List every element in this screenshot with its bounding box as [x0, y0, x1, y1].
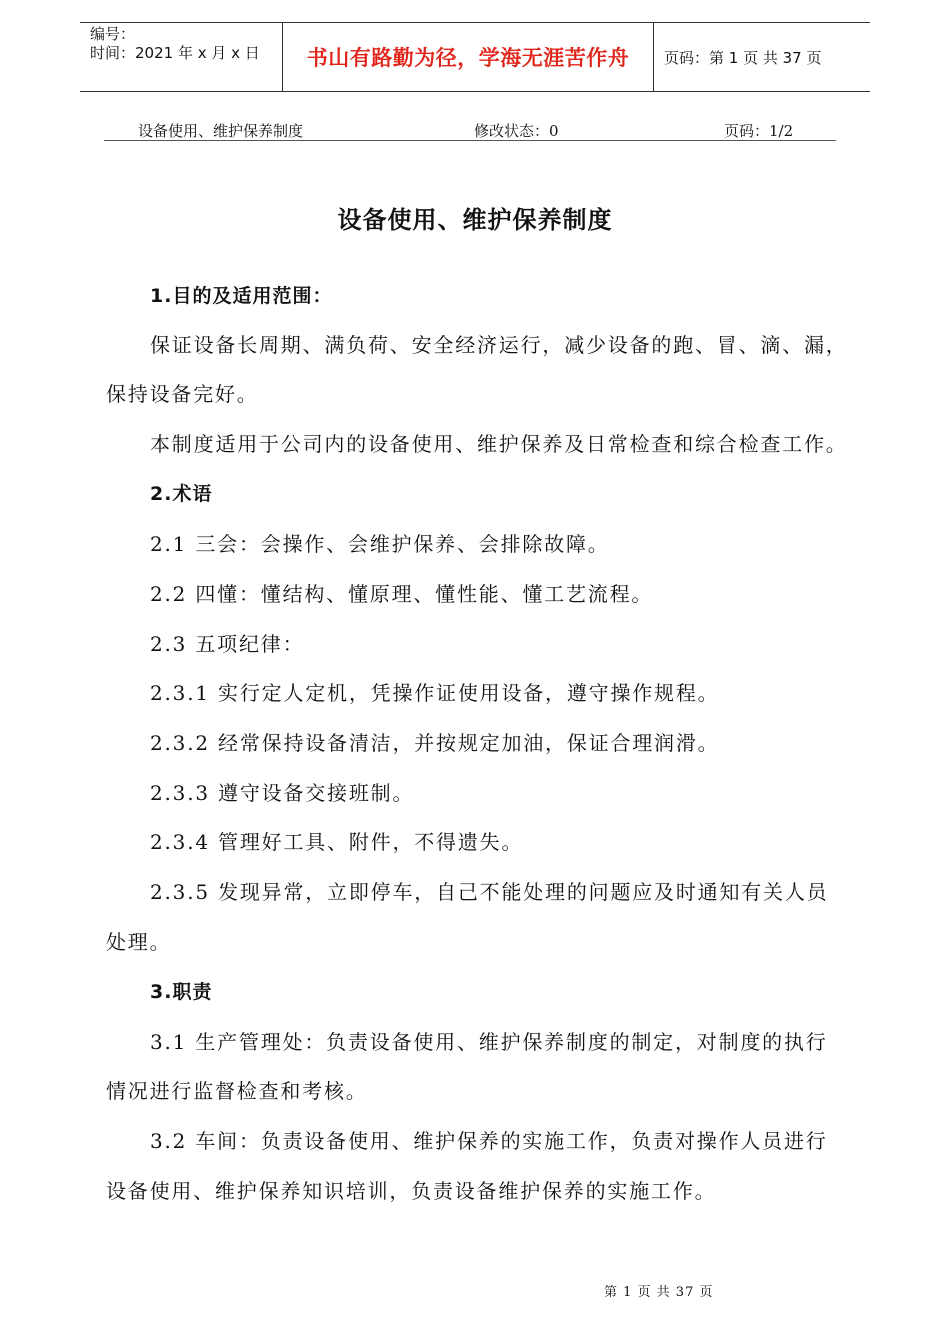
clause-line: 2.2 四懂：懂结构、懂原理、懂性能、懂工艺流程。: [150, 582, 654, 606]
time-label: 时间：2021 年 x 月 x 日: [90, 44, 260, 62]
clause-line: 处理。: [106, 930, 172, 954]
clause-line: 2.1 三会：会操作、会维护保养、会排除故障。: [150, 532, 610, 556]
clause-line: 2.3.5 发现异常，立即停车，自己不能处理的问题应及时通知有关人员: [150, 880, 829, 904]
clause-line: 设备使用、维护保养知识培训，负责设备维护保养的实施工作。: [106, 1179, 717, 1203]
number-label: 编号：: [90, 25, 136, 43]
section-3-heading: 3.职责: [150, 981, 213, 1003]
page-title: 设备使用、维护保养制度: [337, 206, 613, 234]
page-footer: 第 1 页 共 37 页: [604, 1285, 714, 1300]
paragraph-line: 保证设备长周期、满负荷、安全经济运行，减少设备的跑、冒、滴、漏，: [150, 333, 848, 357]
paragraph-line: 本制度适用于公司内的设备使用、维护保养及日常检查和综合检查工作。: [150, 432, 848, 456]
clause-line: 3.2 车间：负责设备使用、维护保养的实施工作，负责对操作人员进行: [150, 1129, 828, 1153]
clause-line: 2.3.2 经常保持设备清洁，并按规定加油，保证合理润滑。: [150, 731, 720, 755]
running-header: [104, 118, 836, 141]
section-2-heading: 2.术语: [150, 483, 213, 505]
clause-line: 2.3.3 遵守设备交接班制。: [150, 781, 415, 805]
running-header-page: 页码：1/2: [724, 122, 794, 140]
page-info: 页码：第 1 页 共 37 页: [664, 48, 822, 67]
clause-line: 3.1 生产管理处：负责设备使用、维护保养制度的制定，对制度的执行: [150, 1030, 828, 1054]
clause-line: 情况进行监督检查和考核。: [106, 1079, 368, 1103]
clause-line: 2.3 五项纪律：: [150, 632, 305, 656]
paragraph-line: 保持设备完好。: [106, 382, 259, 406]
running-header-doc-name: 设备使用、维护保养制度: [138, 122, 304, 140]
section-1-heading: 1.目的及适用范围：: [150, 285, 333, 307]
running-header-revision: 修改状态：0: [474, 122, 559, 140]
motto-cell: [282, 23, 654, 91]
motto: 书山有路勤为径，学海无涯苦作舟: [306, 46, 630, 70]
header-banner: [80, 22, 870, 92]
clause-line: 2.3.4 管理好工具、附件，不得遗失。: [150, 830, 524, 854]
page-info-cell: [654, 23, 870, 91]
clause-line: 2.3.1 实行定人定机，凭操作证使用设备，遵守操作规程。: [150, 681, 720, 705]
document-meta: [80, 23, 282, 91]
